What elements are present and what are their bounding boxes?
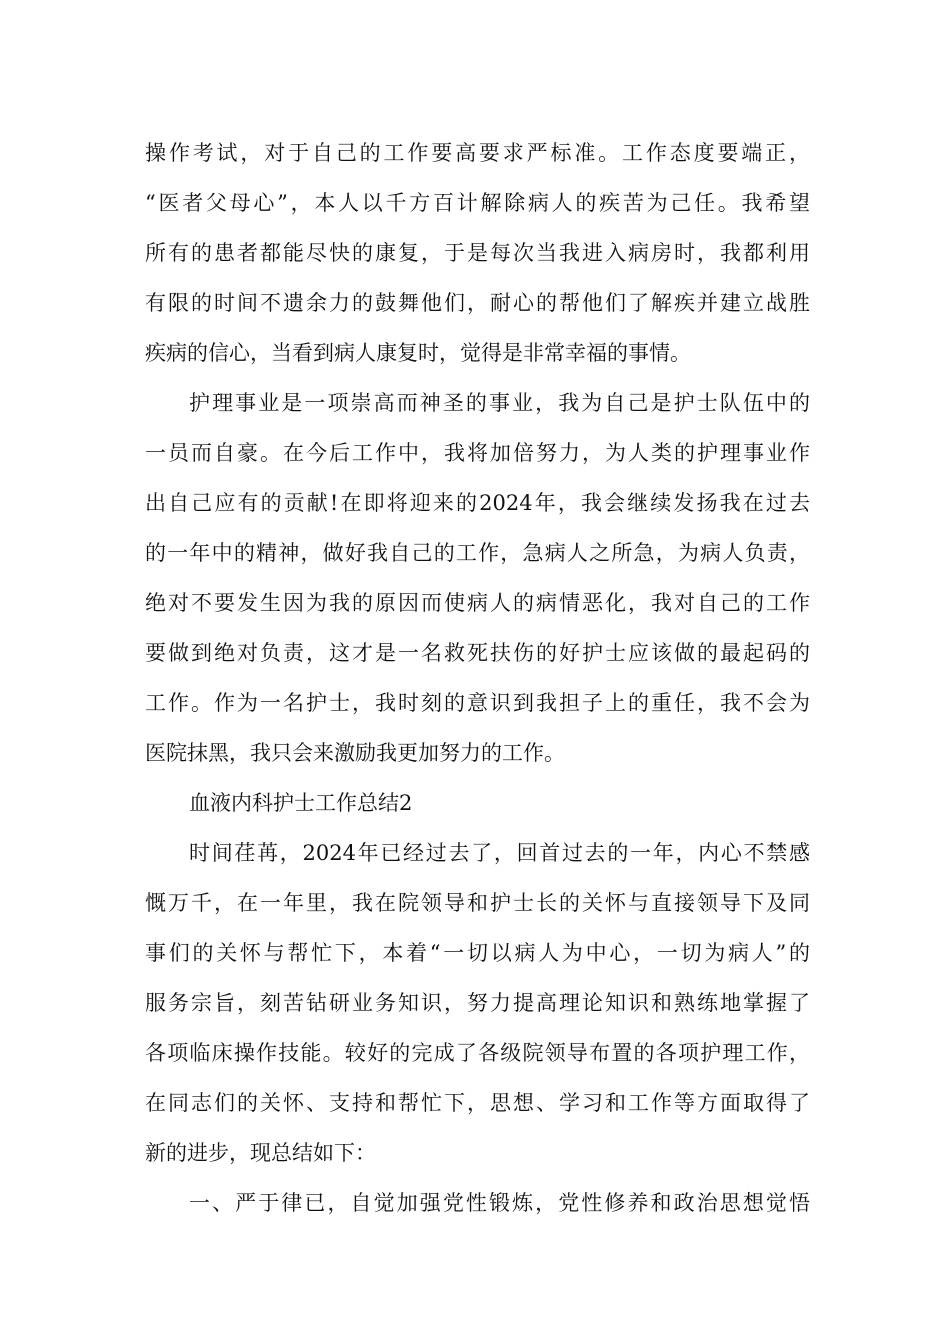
text-line: 所有的患者都能尽快的康复，于是每次当我进入病房时，我都利用 (145, 241, 810, 265)
text-line: 有限的时间不遗余力的鼓舞他们，耐心的帮他们了解疾并建立战胜 (145, 291, 810, 315)
text-line: 在同志们的关怀、支持和帮忙下，思想、学习和工作等方面取得了 (145, 1091, 810, 1115)
text-line: 要做到绝对负责，这才是一名救死扶伤的好护士应该做的最起码的 (145, 641, 810, 665)
text-line: 事们的关怀与帮忙下，本着“一切以病人为中心，一切为病人”的 (145, 941, 810, 965)
text-line: 的一年中的精神，做好我自己的工作，急病人之所急，为病人负责， (145, 541, 810, 565)
text-line: “医者父母心”，本人以千方百计解除病人的疾苦为己任。我希望 (145, 191, 810, 215)
text-line: 慨万千，在一年里，我在院领导和护士长的关怀与直接领导下及同 (145, 891, 810, 915)
text-line: 出自己应有的贡献!在即将迎来的2024年，我会继续发扬我在过去 (145, 491, 810, 515)
text-line: 医院抹黑，我只会来激励我更加努力的工作。 (145, 741, 565, 765)
document-body (145, 128, 810, 1228)
text-line: 各项临床操作技能。较好的完成了各级院领导布置的各项护理工作， (145, 1041, 810, 1065)
paragraph-first-line: 护理事业是一项崇高而神圣的事业，我为自己是护士队伍中的 (189, 391, 810, 415)
paragraph-first-line: 一、严于律已，自觉加强党性锻炼，党性修养和政治思想觉悟 (189, 1191, 810, 1215)
text-line: 工作。作为一名护士，我时刻的意识到我担子上的重任，我不会为 (145, 691, 810, 715)
text-line: 服务宗旨，刻苦钻研业务知识，努力提高理论知识和熟练地掌握了 (145, 991, 810, 1015)
text-line: 操作考试，对于自己的工作要高要求严标准。工作态度要端正， (145, 141, 810, 165)
section-heading: 血液内科护士工作总结2 (189, 791, 413, 815)
paragraph-first-line: 时间荏苒，2024年已经过去了，回首过去的一年，内心不禁感 (189, 841, 810, 865)
text-line: 新的进步，现总结如下： (145, 1141, 376, 1165)
text-line: 疾病的信心，当看到病人康复时，觉得是非常幸福的事情。 (145, 341, 691, 365)
text-line: 一员而自豪。在今后工作中，我将加倍努力，为人类的护理事业作 (145, 441, 810, 465)
text-line: 绝对不要发生因为我的原因而使病人的病情恶化，我对自己的工作 (145, 591, 810, 615)
